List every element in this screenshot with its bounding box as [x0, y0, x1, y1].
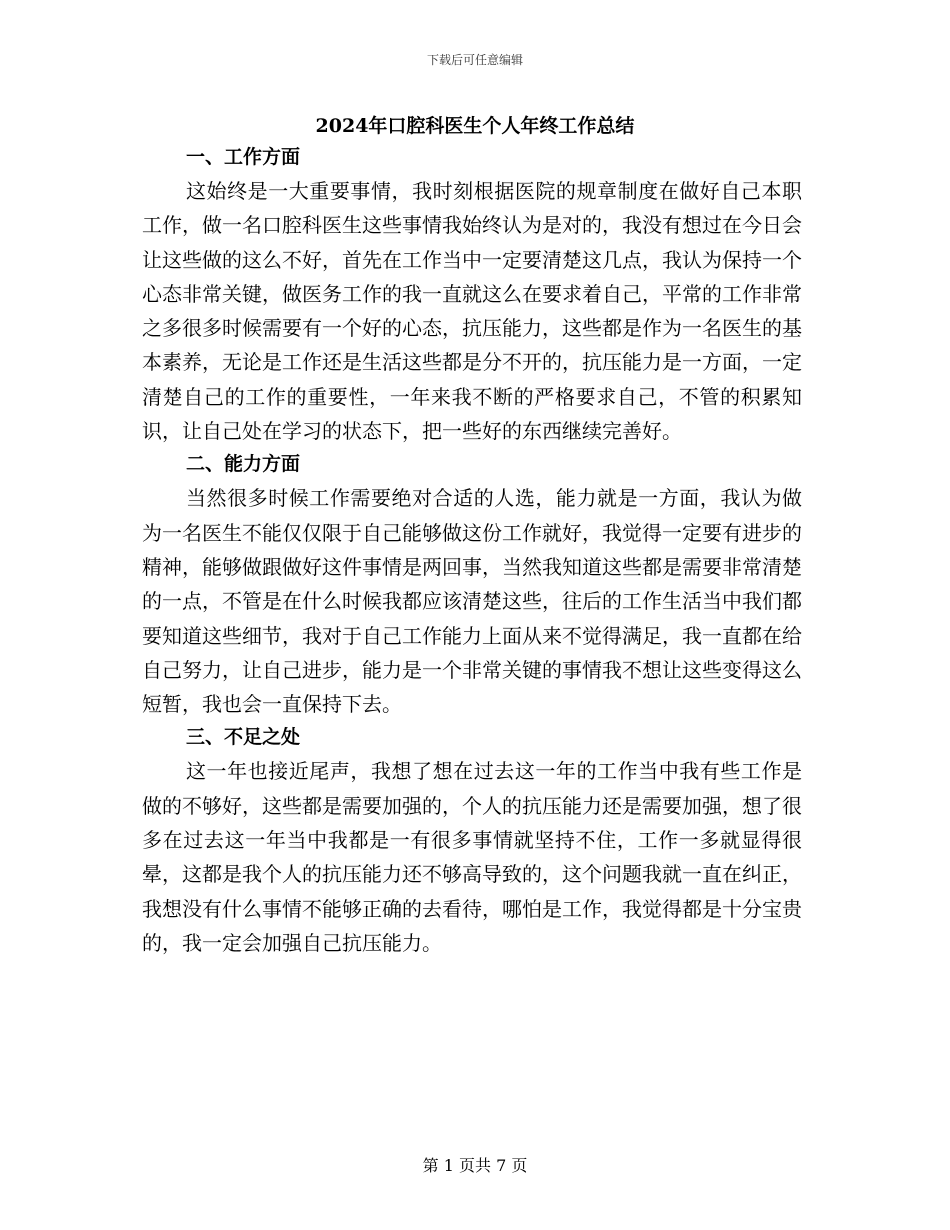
page-header-note: 下载后可任意编辑	[426, 53, 523, 67]
section-paragraph-ability: 当然很多时候工作需要绝对合适的人选，能力就是一方面，我认为做为一名医生不能仅仅限于自己能够做这份工作就好，我觉得一定要有进步的精神，能够做跟做好这件事情是两回事，当然我知道这些都是需要非常清楚的一点，不管是在什么时候我都应该清楚这些，往后的工作生活当中我们都要知道这些细节，我对于自己工作能力上面从来不觉得满足，我一直都在给自己努力，让自己进步，能力是一个非常关键的事情我不想让这些变得这么短暂，我也会一直保持下去。	[142, 486, 802, 717]
section-paragraph-shortcomings: 这一年也接近尾声，我想了想在过去这一年的工作当中我有些工作是做的不够好，这些都是需要加强的，个人的抗压能力还是需要加强，想了很多在过去这一年当中我都是一有很多事情就坚持不住，工作一多就显得很晕，这都是我个人的抗压能力还不够高导致的，这个问题我就一直在纠正，我想没有什么事情不能够正确的去看待，哪怕是工作，我觉得都是十分宝贵的，我一定会加强自己抗压能力。	[142, 759, 802, 955]
document-title: 2024年口腔科医生个人年终工作总结	[315, 115, 635, 137]
section-heading-ability: 二、能力方面	[186, 453, 301, 476]
section-heading-work: 一、工作方面	[186, 146, 301, 168]
document-body	[142, 141, 802, 960]
section-heading-shortcomings: 三、不足之处	[186, 726, 301, 749]
page-number-footer: 第 1 页共 7 页	[422, 1156, 528, 1175]
section-paragraph-work: 这始终是一大重要事情，我时刻根据医院的规章制度在做好自己本职工作，做一名口腔科医生这些事情我始终认为是对的，我没有想过在今日会让这些做的这么不好，首先在工作当中一定要清楚这几点，我认为保持一个心态非常关键，做医务工作的我一直就这么在要求着自己，平常的工作非常之多很多时候需要有一个好的心态，抗压能力，这些都是作为一名医生的基本素养，无论是工作还是生活这些都是分不开的，抗压能力是一方面，一定清楚自己的工作的重要性，一年来我不断的严格要求自己，不管的积累知识，让自己处在学习的状态下，把一些好的东西继续完善好。	[142, 179, 802, 444]
